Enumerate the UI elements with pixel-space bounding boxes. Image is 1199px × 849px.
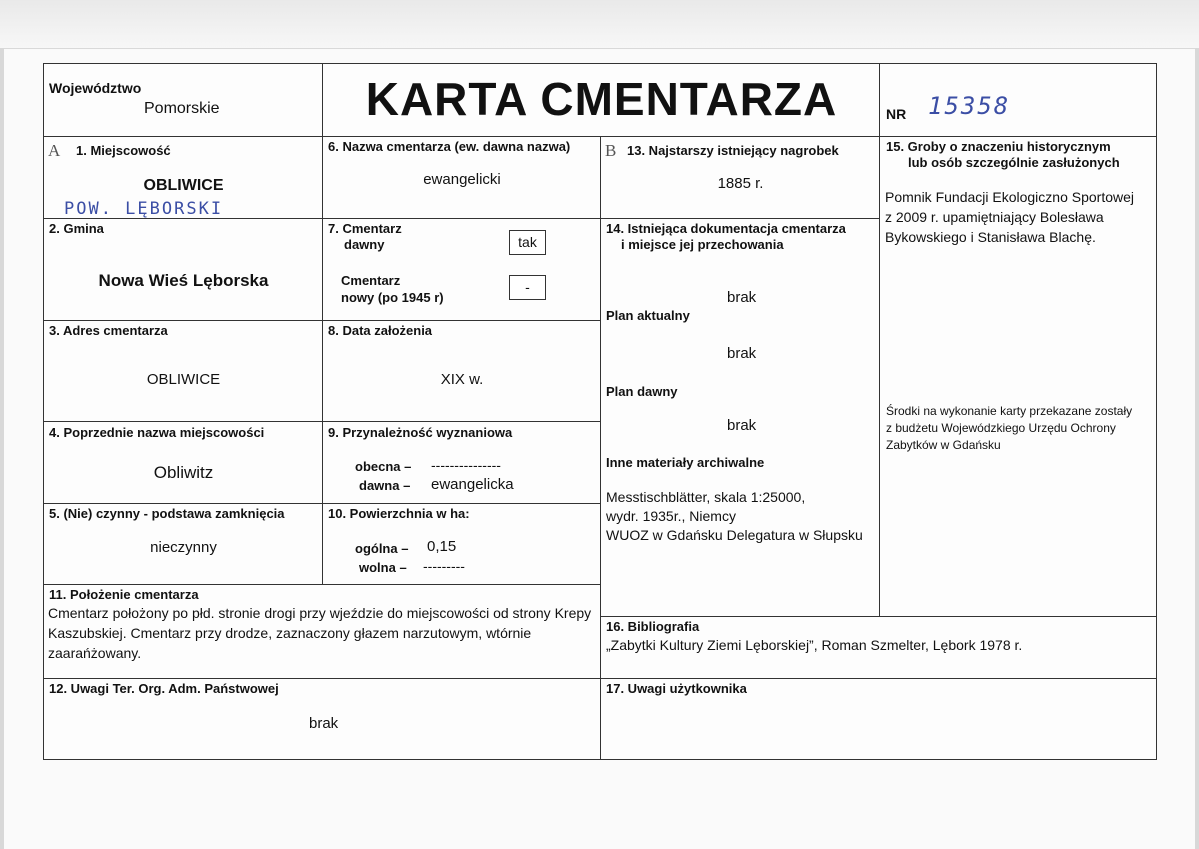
field-15-line-3: Bykowskiego i Stanisława Blachę.: [885, 229, 1096, 245]
field-11-label: 11. Położenie cmentarza: [49, 587, 199, 602]
section-b-letter: B: [605, 141, 617, 160]
old-plan-label: Plan dawny: [606, 384, 678, 399]
voivodeship-cell: [44, 64, 323, 137]
field-4-value: Obliwitz: [153, 463, 214, 482]
field-12-cell: [44, 679, 601, 759]
number-label: NR: [886, 106, 907, 122]
field-15-line-2: z 2009 r. upamiętniający Bolesława: [885, 209, 1104, 225]
field-2-label: 2. Gmina: [49, 221, 104, 236]
funding-line-1: Środki na wykonanie karty przekazane zostały: [886, 404, 1133, 418]
field-7-new-label-2: nowy (po 1945 r): [341, 290, 444, 305]
field-4-cell: [44, 422, 323, 504]
field-1-value: OBLIWICE: [143, 177, 224, 194]
field-1-cell: [44, 137, 323, 219]
number-cell: [880, 64, 1157, 137]
old-plan-value: brak: [727, 417, 757, 434]
current-plan-label: Plan aktualny: [606, 308, 690, 323]
scan-top-strip: [0, 0, 1199, 49]
archival-line-2: wydr. 1935r., Niemcy: [606, 508, 736, 524]
field-4-label: 4. Poprzednie nazwa miejscowości: [49, 425, 265, 440]
total-area-label: ogólna –: [355, 541, 409, 556]
field-9-label: 9. Przynależność wyznaniowa: [328, 425, 513, 440]
field-17-label: 17. Uwagi użytkownika: [606, 681, 747, 696]
total-area-value: 0,15: [427, 538, 457, 555]
field-6-label: 6. Nazwa cmentarza (ew. dawna nazwa): [328, 139, 571, 154]
new-cemetery-box[interactable]: -: [509, 275, 546, 300]
handwritten-county: POW. LĘBORSKI: [64, 199, 224, 219]
field-8-value: XIX w.: [440, 371, 484, 388]
field-3-value: OBLIWICE: [146, 371, 221, 388]
field-2-cell: [44, 219, 323, 321]
field-13-cell: [601, 137, 880, 219]
number-value: 15358: [928, 92, 1011, 120]
field-9-cell: [323, 422, 601, 504]
field-3-label: 3. Adres cmentarza: [49, 323, 168, 338]
free-area-value: ---------: [423, 558, 465, 574]
current-denomination-label: obecna –: [355, 459, 412, 474]
field-15-label-2: lub osób szczególnie zasłużonych: [908, 155, 1120, 170]
field-11-cell: [44, 585, 601, 679]
field-16-value: „Zabytki Kultury Ziemi Lęborskiej”, Roman Szmelter, Lębork 1978 r.: [606, 637, 1023, 653]
current-denomination-value: ---------------: [431, 457, 501, 473]
scan-left-edge: [0, 48, 4, 849]
archival-materials-label: Inne materiały archiwalne: [606, 455, 765, 470]
field-7-cell: [323, 219, 601, 321]
field-5-value: nieczynny: [150, 539, 217, 556]
field-12-value: brak: [309, 715, 339, 732]
archival-line-3: WUOZ w Gdańsku Delegatura w Słupsku: [606, 527, 863, 543]
field-2-value: Nowa Wieś Lęborska: [98, 271, 269, 290]
field-14-label-2: i miejsce jej przechowania: [621, 237, 784, 252]
field-6-cell: [323, 137, 601, 219]
old-cemetery-box[interactable]: tak: [509, 230, 546, 255]
former-denomination-label: dawna –: [359, 478, 411, 493]
field-15-line-1: Pomnik Fundacji Ekologiczno Sportowej: [885, 189, 1135, 205]
field-5-cell: [44, 504, 323, 585]
title-cell: [323, 64, 880, 137]
field-16-cell: [601, 617, 1157, 679]
field-17-cell: [601, 679, 1157, 759]
free-area-label: wolna –: [359, 560, 407, 575]
current-plan-value: brak: [727, 345, 757, 362]
section-a-letter: A: [48, 141, 61, 160]
field-14-label: 14. Istniejąca dokumentacja cmentarza: [606, 221, 846, 236]
page-title: KARTA CMENTARZA: [365, 73, 838, 125]
field-14-cell: [601, 219, 880, 617]
field-5-label: 5. (Nie) czynny - podstawa zamknięcia: [49, 506, 285, 521]
scan-right-edge: [1195, 48, 1199, 849]
field-10-label: 10. Powierzchnia w ha:: [328, 506, 470, 521]
field-7-label: 7. Cmentarz: [328, 221, 402, 236]
voivodeship-value: Pomorskie: [144, 100, 220, 117]
funding-line-3: Zabytków w Gdańsku: [886, 438, 1001, 452]
field-13-label: 13. Najstarszy istniejący nagrobek: [627, 143, 839, 158]
cemetery-card: [43, 63, 1157, 760]
field-1-label: 1. Miejscowość: [76, 143, 171, 158]
voivodeship-label: Województwo: [49, 80, 142, 96]
field-10-cell: [323, 504, 601, 585]
field-7-new-label: Cmentarz: [341, 273, 401, 288]
field-13-value: 1885 r.: [717, 175, 764, 192]
field-15-label: 15. Groby o znaczeniu historycznym: [886, 139, 1111, 154]
field-12-label: 12. Uwagi Ter. Org. Adm. Państwowej: [49, 681, 279, 696]
field-3-cell: [44, 321, 323, 422]
funding-line-2: z budżetu Wojewódzkiego Urzędu Ochrony: [886, 421, 1116, 435]
field-6-value: ewangelicki: [423, 171, 501, 188]
field-8-cell: [323, 321, 601, 422]
documentation-value: brak: [727, 289, 757, 306]
field-8-label: 8. Data założenia: [328, 323, 433, 338]
field-16-label: 16. Bibliografia: [606, 619, 700, 634]
field-11-value: Cmentarz położony po płd. stronie drogi przy wjeździe do miejscowości od strony Krepy Kaszubskiej. Cmentarz przy drodze, zaznaczony głazem narzutowym, wtórnie zaarańżowany.: [48, 605, 592, 661]
former-denomination-value: ewangelicka: [431, 476, 514, 493]
field-7-old-label: dawny: [344, 237, 385, 252]
archival-line-1: Messtischblätter, skala 1:25000,: [606, 489, 806, 505]
field-15-cell: [880, 137, 1157, 617]
